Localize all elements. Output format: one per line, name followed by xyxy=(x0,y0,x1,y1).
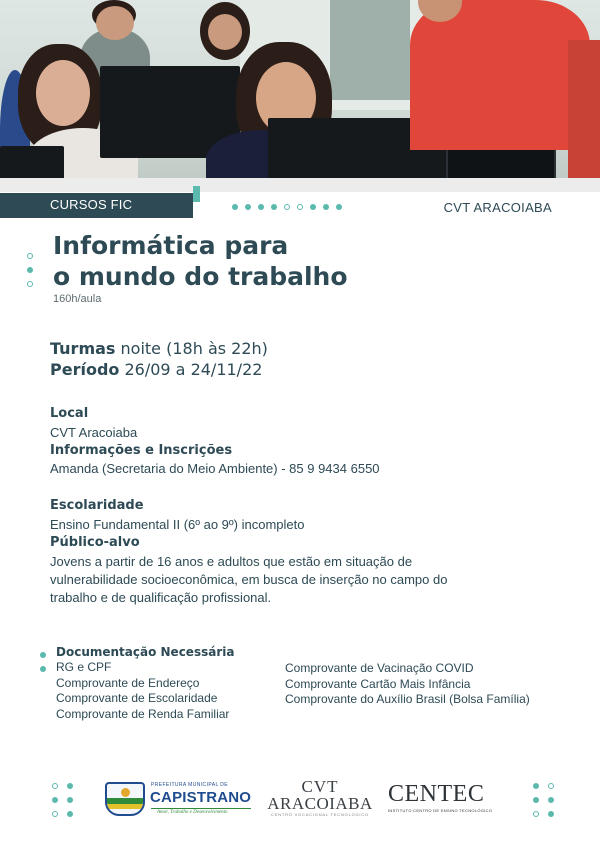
dot-icon xyxy=(232,204,238,210)
ribbon-dots-decoration xyxy=(232,204,342,210)
photo-student-shirt xyxy=(410,0,590,150)
list-item: Comprovante Cartão Mais Infância xyxy=(285,676,471,691)
capistrano-motto: Amor, Trabalho e Desenvolvimento xyxy=(157,810,228,815)
header-photo xyxy=(0,0,600,192)
capistrano-underline xyxy=(151,808,251,809)
escolaridade-label: Escolaridade xyxy=(50,498,144,513)
dot-icon xyxy=(533,797,539,803)
list-item: Comprovante de Endereço xyxy=(56,675,200,690)
centec-logo-name: CENTEC xyxy=(388,781,485,807)
dot-icon xyxy=(245,204,251,210)
local-label: Local xyxy=(50,406,89,421)
category-label: CURSOS FIC xyxy=(50,197,133,212)
capistrano-small-text: PREFEITURA MUNICIPAL DE xyxy=(151,782,228,788)
publico-label: Público-alvo xyxy=(50,535,140,550)
dot-icon xyxy=(67,783,73,789)
list-item: Comprovante de Renda Familiar xyxy=(56,706,230,721)
list-item: Comprovante de Vacinação COVID xyxy=(285,661,474,675)
dot-icon xyxy=(548,797,554,803)
list-item: Comprovante do Auxílio Brasil (Bolsa Família) xyxy=(285,692,530,706)
photo-desk xyxy=(0,178,600,192)
documentation-list-left xyxy=(56,660,229,722)
dot-icon xyxy=(52,797,58,803)
dot-icon xyxy=(548,811,554,817)
capistrano-name: CAPISTRANO xyxy=(150,789,252,806)
ribbon-accent xyxy=(193,186,200,202)
periodo-line xyxy=(50,360,262,379)
capistrano-logo xyxy=(105,780,255,820)
crest-sun xyxy=(121,788,130,797)
ring-dot-icon xyxy=(52,811,58,817)
centec-logo-subtitle: INSTITUTO CENTRO DE ENSINO TECNOLÓGICO xyxy=(388,808,493,813)
list-item: Comprovante de Escolaridade xyxy=(56,691,218,705)
turmas-value: noite (18h às 22h) xyxy=(120,339,268,358)
course-title-line1: Informática para xyxy=(53,231,289,260)
doc-dots-decoration xyxy=(40,652,46,672)
dot-icon xyxy=(27,267,33,273)
publico-value: Jovens a partir de 16 anos e adultos que estão em situação de vulnerabilidade socioeconômica, em busca de inserção no campo do trabalho e de qualificação profissional. xyxy=(50,554,448,605)
inscricoes-value: Amanda (Secretaria do Meio Ambiente) - 85 9 9434 6550 xyxy=(50,461,380,476)
periodo-value: 26/09 a 24/11/22 xyxy=(124,360,263,379)
dot-icon xyxy=(336,204,342,210)
cvt-logo-line3: CENTRO VOCACIONAL TECNOLÓGICO xyxy=(271,812,369,817)
ring-dot-icon xyxy=(284,204,290,210)
ring-dot-icon xyxy=(548,783,554,789)
list-item: RG e CPF xyxy=(56,660,112,674)
title-dots-decoration xyxy=(27,253,33,287)
photo-face xyxy=(36,60,90,126)
unit-label: CVT ARACOIABA xyxy=(443,200,552,215)
footer-dots-right xyxy=(533,783,556,817)
dot-icon xyxy=(258,204,264,210)
dot-icon xyxy=(323,204,329,210)
periodo-label: Período xyxy=(50,360,120,379)
dot-icon xyxy=(40,652,46,658)
ring-dot-icon xyxy=(52,783,58,789)
dot-icon xyxy=(40,666,46,672)
dot-icon xyxy=(533,783,539,789)
course-hours: 160h/aula xyxy=(53,293,102,305)
cvt-logo xyxy=(265,779,375,819)
course-title xyxy=(53,230,348,292)
ring-dot-icon xyxy=(533,811,539,817)
photo-face xyxy=(208,14,242,50)
crest-band xyxy=(107,804,143,809)
documentation-list-right xyxy=(285,661,530,708)
photo-student-arm xyxy=(568,40,600,190)
dot-icon xyxy=(310,204,316,210)
footer-dots-left xyxy=(52,783,75,817)
ring-dot-icon xyxy=(27,281,33,287)
dot-icon xyxy=(67,811,73,817)
course-title-line2: o mundo do trabalho xyxy=(53,262,348,291)
ring-dot-icon xyxy=(27,253,33,259)
capistrano-crest-icon xyxy=(105,782,145,816)
photo-door xyxy=(330,0,410,100)
dot-icon xyxy=(271,204,277,210)
turmas-label: Turmas xyxy=(50,339,116,358)
ring-dot-icon xyxy=(297,204,303,210)
cvt-logo-line1: CVT xyxy=(301,777,339,796)
photo-face xyxy=(96,6,134,40)
dot-icon xyxy=(67,797,73,803)
escolaridade-value: Ensino Fundamental II (6º ao 9º) incompleto xyxy=(50,517,305,532)
turmas-line xyxy=(50,339,268,358)
cvt-logo-line2: ARACOIABA xyxy=(267,794,373,813)
inscricoes-label: Informações e Inscrições xyxy=(50,443,233,458)
local-value: CVT Aracoiaba xyxy=(50,425,138,440)
centec-logo xyxy=(388,783,498,819)
documentation-title: Documentação Necessária xyxy=(56,645,235,659)
